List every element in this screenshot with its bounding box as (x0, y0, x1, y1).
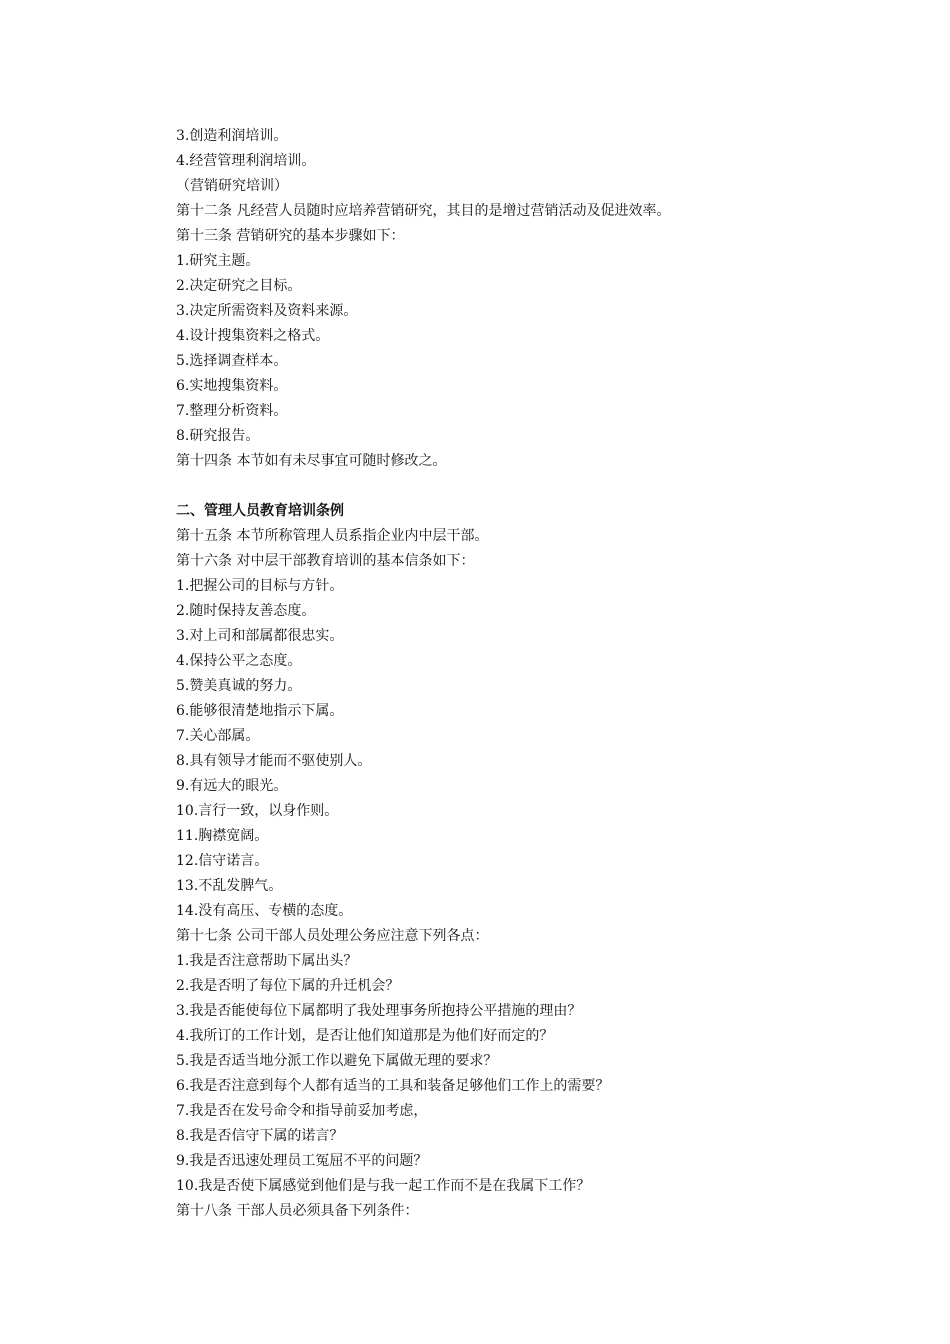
list-item: 2.我是否明了每位下属的升迁机会？ (176, 978, 400, 994)
list-item: 8.具有领导才能而不驱使别人。 (176, 753, 372, 769)
list-item: 7.关心部属。 (176, 728, 260, 744)
list-item: 6.我是否注意到每个人都有适当的工具和装备足够他们工作上的需要？ (176, 1078, 610, 1094)
list-item: 9.我是否迅速处理员工冤屈不平的问题？ (176, 1153, 428, 1169)
list-item: 6.实地搜集资料。 (176, 378, 288, 394)
list-item: 12.信守诺言。 (176, 853, 269, 869)
list-item: 10.言行一致，以身作则。 (176, 803, 339, 819)
list-item: 2.随时保持友善态度。 (176, 603, 316, 619)
list-item: 4.经营管理利润培训。 (176, 153, 316, 169)
article-12: 第十二条 凡经营人员随时应培养营销研究，其目的是增过营销活动及促进效率。 (176, 203, 671, 219)
list-item: 1.把握公司的目标与方针。 (176, 578, 344, 594)
section-heading: 二、管理人员教育培训条例 (176, 503, 344, 519)
list-item: 3.对上司和部属都很忠实。 (176, 628, 344, 644)
list-item: 11.胸襟宽阔。 (176, 828, 269, 844)
list-item: 3.决定所需资料及资料来源。 (176, 303, 358, 319)
list-item: 1.研究主题。 (176, 253, 260, 269)
list-item: 7.我是否在发号命令和指导前妥加考虑， (176, 1103, 428, 1119)
list-item: 14.没有高压、专横的态度。 (176, 903, 353, 919)
list-item: 5.赞美真诚的努力。 (176, 678, 302, 694)
list-item: 5.选择调查样本。 (176, 353, 288, 369)
article-13: 第十三条 营销研究的基本步骤如下： (176, 228, 405, 244)
list-item: 4.设计搜集资料之格式。 (176, 328, 330, 344)
article-15: 第十五条 本节所称管理人员系指企业内中层干部。 (176, 528, 489, 544)
article-16: 第十六条 对中层干部教育培训的基本信条如下： (176, 553, 475, 569)
list-item: 3.创造利润培训。 (176, 128, 288, 144)
list-item: 2.决定研究之目标。 (176, 278, 302, 294)
list-item: 8.我是否信守下属的诺言？ (176, 1128, 344, 1144)
list-item: 6.能够很清楚地指示下属。 (176, 703, 344, 719)
list-item: 9.有远大的眼光。 (176, 778, 288, 794)
list-item: 7.整理分析资料。 (176, 403, 288, 419)
list-item: 3.我是否能使每位下属都明了我处理事务所抱持公平措施的理由？ (176, 1003, 582, 1019)
paragraph-spacer (176, 474, 836, 499)
list-item: 8.研究报告。 (176, 428, 260, 444)
document-body (176, 124, 836, 1224)
list-item: 4.保持公平之态度。 (176, 653, 302, 669)
list-item: 5.我是否适当地分派工作以避免下属做无理的要求？ (176, 1053, 498, 1069)
list-item: 4.我所订的工作计划，是否让他们知道那是为他们好而定的？ (176, 1028, 554, 1044)
subsection-title: （营销研究培训） (176, 178, 288, 194)
list-item: 13.不乱发脾气。 (176, 878, 283, 894)
list-item: 10.我是否使下属感觉到他们是与我一起工作而不是在我属下工作？ (176, 1178, 591, 1194)
list-item: 1.我是否注意帮助下属出头？ (176, 953, 358, 969)
article-14: 第十四条 本节如有未尽事宜可随时修改之。 (176, 453, 447, 469)
article-17: 第十七条 公司干部人员处理公务应注意下列各点： (176, 928, 489, 944)
article-18: 第十八条 干部人员必须具备下列条件： (176, 1203, 419, 1219)
